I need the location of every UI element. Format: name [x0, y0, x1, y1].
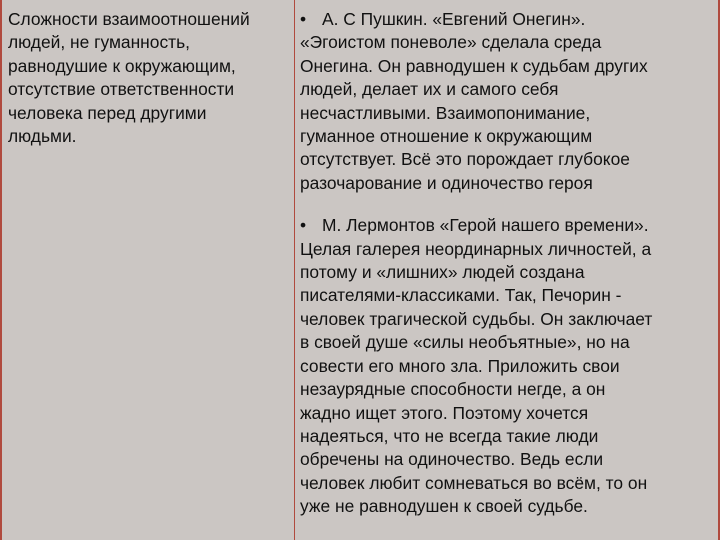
column-divider: [294, 0, 295, 540]
paragraph-gap: [300, 195, 716, 214]
lermontov-heading: [300, 214, 716, 237]
lermontov-heading-text: М. Лермонтов «Герой нашего времени».: [322, 215, 649, 236]
pushkin-body: «Эгоистом поневоле» сделала среда Онегина. Он равнодушен к судьбам других людей, делает их и самого себя несчастливыми. Взаимопонимание, гуманное отношение к окружающим отсутствует. Всё это порождает глубокое разочарование и одиночество героя: [300, 32, 648, 193]
right-table-cell: [300, 8, 716, 519]
pushkin-heading-text: А. С Пушкин. «Евгений Онегин».: [322, 9, 586, 29]
pushkin-heading: [300, 8, 716, 31]
problem-statement: Сложности взаимоотношений людей, не гуманность, равнодушие к окружающим, отсутствие ответственности человека перед другими людьми.: [8, 9, 250, 147]
bullet-icon: •: [300, 215, 307, 236]
left-table-cell: [8, 8, 290, 148]
lermontov-body: Целая галерея неординарных личностей, а потому и «лишних» людей создана писателями-классиками. Так, Печорин - человек трагической судьбы. Он заключает в своей душе «силы необъятные», но на совести его много зла. Приложить свои незаурядные способности негде, а он жадно ищет этого. Поэтому хочется надеяться, что не всегда такие люди обречены на одиночество. Ведь если человек любит сомневаться во всём, то он уже не равнодушен к своей судьбе.: [300, 238, 653, 517]
bullet-icon: •: [300, 9, 307, 29]
